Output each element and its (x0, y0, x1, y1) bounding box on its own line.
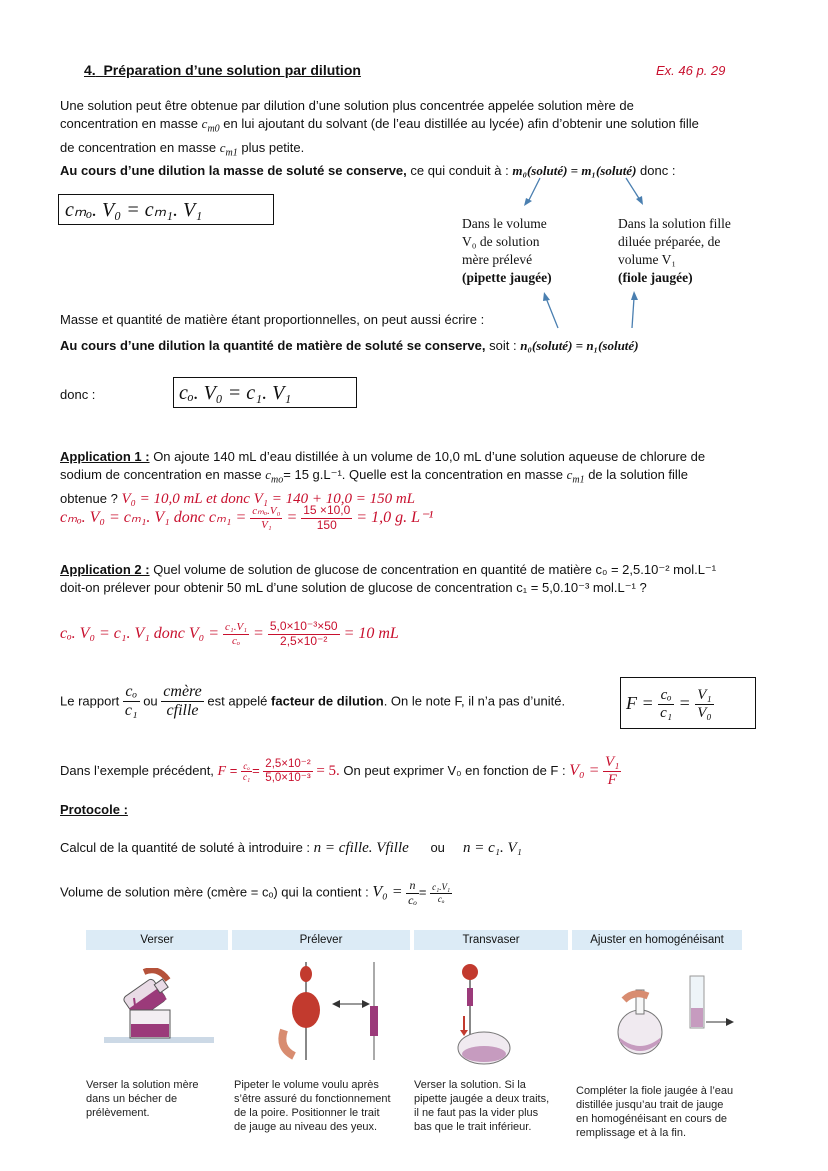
box-f2-num: V₁ (695, 687, 713, 705)
app1-result: = 1,0 g. L⁻¹ (356, 508, 434, 526)
calc-ou: ou (430, 840, 445, 855)
annot-right-l2: diluée préparée, de (618, 234, 721, 249)
box-F: F (626, 693, 637, 713)
ratio-le-rapport: Le rapport (60, 693, 120, 709)
section-number: 4. (84, 62, 96, 78)
example-v0-eq: V₀ = (569, 762, 600, 780)
example-v0-num: V₁ (603, 754, 621, 772)
ratio-f1-num: cₒ (125, 683, 138, 700)
app1-eq-left: cₘₒ. V₀ = cₘ₁. V₁ donc cₘ₁ = (60, 508, 247, 526)
vol-eq: V₀ = (372, 883, 403, 901)
step-4-caption-l2: distillée jusqu’au trait de jauge (576, 1099, 724, 1111)
exercise-ref: Ex. 46 p. 29 (656, 63, 726, 78)
ratio-line (60, 683, 565, 721)
cm0-c: c (201, 116, 208, 131)
intro-line2 (60, 115, 770, 139)
cm0-sub: m0 (207, 123, 220, 135)
annot-left-l1: Dans le volume (462, 216, 547, 231)
app1-frac2-num: 15 ×10,0 (303, 503, 351, 517)
app1-frac2 (301, 504, 352, 533)
example-text2: On peut exprimer V₀ en fonction de F : (343, 763, 566, 779)
app2-frac1 (223, 621, 249, 647)
intro-line4-rest: ce qui conduit à : (410, 163, 509, 179)
cm1-c: c (219, 139, 226, 155)
ratio-f2-num: cmère (163, 683, 202, 700)
example-v0-frac (603, 754, 621, 790)
annot-right-l1: Dans la solution fille (618, 216, 731, 231)
step-2-caption-l2: s’être assuré du fonctionnement (234, 1093, 391, 1105)
step-3-caption-l2: pipette jaugée a deux traits, (414, 1093, 550, 1105)
annot-left-l2: V₀ de solution (462, 234, 540, 249)
application-2 (60, 561, 775, 597)
intro-line2a: concentration en masse (60, 116, 199, 131)
annot-left-l3: mère prélevé (462, 252, 533, 267)
step-3-caption-l3: il ne faut pas la vider plus (414, 1107, 539, 1119)
box-f2-den: V₀ (697, 705, 712, 722)
vol-f1-num: n (406, 879, 419, 894)
ratio-ou: ou (143, 693, 158, 709)
proportional-rest: soit : (489, 338, 517, 353)
step-4-caption-l1: Compléter la fiole jaugée à l’eau (576, 1085, 734, 1097)
intro-line4-end: donc : (640, 163, 676, 179)
box-f1-num: cₒ (658, 687, 674, 705)
app1-l2c: de la solution fille (588, 467, 688, 482)
example-f1-den: c₁ (242, 772, 251, 783)
app1-l2b: = 15 g.L⁻¹. Quelle est la concentration en masse (283, 467, 563, 482)
calc-text: Calcul de la quantité de soluté à introduire : (60, 840, 311, 855)
app2-l1: Quel volume de solution de glucose de concentration en quantité de matière c₀ = 2,5.10⁻² mol.L⁻¹ (153, 562, 717, 577)
section-title (84, 62, 361, 78)
mol-formula-box: cₒ. V₀ = c₁. V₁ (173, 377, 357, 408)
app1-volumes: V₀ = 10,0 mL et donc V₁ = 140 + 10,0 = 150 mL (121, 490, 416, 507)
step-2-title: Prélever (232, 930, 410, 950)
calc-eq1: n = cfille. Vfille (313, 840, 409, 856)
step-1-caption-l3: prélèvement. (86, 1107, 150, 1119)
app1-frac2-den: 150 (316, 517, 337, 532)
box-f1-den: c₁ (660, 705, 673, 722)
example-f2-num: 2,5×10⁻² (263, 758, 312, 772)
step-4-caption-l4: remplissage et à la fin. (576, 1127, 687, 1139)
step-4-caption (576, 1084, 742, 1140)
app1-l1: On ajoute 140 mL d’eau distillée à un volume de 10,0 mL d’une solution aqueuse de chlorure de (153, 449, 706, 464)
intro-paragraph (60, 97, 770, 180)
arrows-up-icon (530, 288, 650, 333)
ratio-text-b: . On le note F, il n’a pas d’unité. (383, 693, 566, 709)
annot-right-l4: (fiole jaugée) (618, 270, 693, 285)
app2-label: Application 2 : (60, 562, 150, 577)
intro-line1: Une solution peut être obtenue par dilution d’une solution plus concentrée appelée solution mère de (60, 98, 634, 113)
app1-label: Application 1 : (60, 449, 150, 464)
app2-eq-left: cₒ. V₀ = c₁. V₁ donc V₀ = (60, 624, 220, 642)
arrows-down-icon (500, 172, 660, 212)
step-4-title: Ajuster en homogénéisant (572, 930, 742, 950)
vol-frac1 (406, 879, 419, 908)
homogenize-flask-icon (594, 960, 744, 1068)
example-eq5: = 5. (316, 763, 340, 780)
vol-f2-num: c₁.V₁ (432, 882, 451, 893)
step-2-caption (234, 1078, 412, 1134)
box-frac1 (658, 687, 674, 723)
annotation-right (618, 215, 731, 287)
proportional-bold: Au cours d’une dilution la quantité de matière de soluté se conserve, (60, 338, 486, 353)
step-1-caption-l1: Verser la solution mère (86, 1079, 199, 1091)
app2-frac2-den: 2,5×10⁻² (280, 633, 328, 648)
app2-equation: cₒ. V₀ = c₁. V₁ donc V₀ = $\frac{\text{c₁.V₁}}{\text{cₒ}}$ = $\frac{\text{5,0×10⁻³×50}}{\text{2,5×10⁻²}}$ = 10 mL (60, 619, 399, 648)
app2-l2: doit-on prélever pour obtenir 50 mL d’une solution de glucose de concentration c₁ = 5,0.10⁻³ mol.L⁻¹ ? (60, 580, 647, 595)
ratio-f1-den: c₁ (124, 702, 138, 720)
app1-line2: sodium de concentration en masse $c_{mo}= 15$ g.L⁻¹. Quelle est la concentration en masse $c_{m1}$ de la solution fille (60, 467, 688, 486)
mol-conservation-equation: n₀(soluté) = n₁(soluté) (520, 338, 639, 353)
protocole-label: Protocole : (60, 802, 128, 817)
example-f2-den: 5,0×10⁻³ (265, 772, 311, 785)
ratio-frac2 (161, 683, 204, 721)
example-line: Dans l’exemple précédent, F = $\frac{\text{cₒ}}{\text{c₁}}$ = $\frac{\text{2,5×10⁻²}}{\text{5,0×10⁻³}}$ = 5. On peut exprimer V₀ en fonction de F : V₀ = $\frac{\text{V₁}}{F}$ (60, 754, 620, 789)
annot-left-l4: (pipette jaugée) (462, 270, 552, 285)
app2-frac2-num: 5,0×10⁻³×50 (269, 619, 338, 633)
step-3-caption-l1: Verser la solution. Si la (414, 1079, 526, 1091)
example-F: F (217, 764, 227, 780)
ratio-f2-den: cfille (161, 701, 204, 720)
vol-text: Volume de solution mère (cmère = cₒ) qui la contient : (60, 884, 369, 900)
step-1-caption (86, 1078, 228, 1120)
cm1-sub: m1 (225, 147, 238, 159)
step-2-caption-l1: Pipeter le volume voulu après (234, 1079, 379, 1091)
step-1-title: Verser (86, 930, 228, 950)
protocole-volume: Volume de solution mère (cmère = cₒ) qui la contient : V₀ = $\frac{n}{\text{cₒ}}$ = $\frac{\text{c₁.V₁}}{\text{cₒ}}$ (60, 878, 451, 907)
app1-frac1 (250, 505, 282, 531)
protocol-steps (84, 930, 742, 1148)
app1-frac1-num: cₘₒ.V₀ (252, 505, 281, 518)
calc-eq2: n = c₁. V₁ (462, 840, 522, 856)
application-1 (60, 448, 770, 508)
annot-right-l3: volume V₁ (618, 252, 677, 267)
step-4-caption-l3: en homogénéisant en cours de (576, 1113, 728, 1125)
transfer-flask-icon (434, 960, 554, 1068)
app2-frac1-den: cₒ (232, 634, 241, 647)
dilution-factor-box: F = $\frac{\text{cₒ}}{\text{c₁}}$ = $\frac{\text{V₁}}{\text{V₀}}$ (620, 677, 756, 729)
mass-formula-box: cₘₒ. V₀ = cₘ₁. V₁ (58, 194, 274, 225)
cm0-symbol (201, 116, 220, 135)
vol-f1-den: cₒ (408, 892, 417, 907)
example-frac2 (263, 758, 312, 785)
intro-line3b: plus petite. (241, 139, 305, 155)
vol-f2-den: cₒ (437, 893, 445, 904)
mass-conservation-equation: m₀(soluté) = m₁(soluté) (512, 163, 637, 179)
example-frac1 (241, 761, 252, 783)
app2-line1 (60, 561, 775, 579)
app2-result: = 10 mL (343, 624, 399, 642)
app1-frac1-den: V₁ (261, 518, 272, 531)
protocole-calc (60, 839, 522, 857)
intro-line3 (60, 139, 770, 163)
pipette-bulb-icon (244, 960, 404, 1068)
section-title-text: Préparation d’une solution par dilution (103, 62, 361, 78)
app2-frac1-num: c₁.V₁ (225, 621, 248, 634)
app1-l2a: sodium de concentration en masse (60, 467, 262, 482)
app2-frac2 (268, 620, 340, 649)
app1-l3a: obtenue ? (60, 490, 118, 506)
step-3-title: Transvaser (414, 930, 568, 950)
annotation-left (462, 215, 552, 287)
intro-line4-bold: Au cours d’une dilution la masse de soluté se conserve, (60, 163, 407, 179)
ratio-text-a: est appelé (207, 693, 268, 709)
app1-line1 (60, 448, 770, 466)
intro-line3a: de concentration en masse (60, 139, 217, 155)
cm1-symbol (219, 139, 238, 159)
intro-line2b: en lui ajoutant du solvant (de l’eau distillée au lycée) afin d’obtenir une solution fille (223, 116, 699, 131)
step-3-caption (414, 1078, 572, 1134)
proportional-text: Masse et quantité de matière étant proportionnelles, on peut aussi écrire : (60, 312, 485, 327)
ratio-text-bold: facteur de dilution (271, 693, 384, 709)
intro-line4 (60, 162, 770, 180)
proportional-line (60, 337, 639, 355)
step-2-caption-l3: de la poire. Positionner le trait (234, 1107, 380, 1119)
step-3-caption-l4: bas que le trait inférieur. (414, 1121, 532, 1133)
vol-frac2 (430, 882, 452, 904)
example-v0-den: F (607, 772, 617, 789)
ratio-frac1 (123, 683, 140, 721)
example-text: Dans l’exemple précédent, (60, 763, 214, 779)
box-frac2 (695, 687, 713, 723)
pour-beaker-icon (104, 968, 224, 1068)
app1-equation: cₘₒ. V₀ = cₘ₁. V₁ donc cₘ₁ = $\frac{\text{cₘₒ.V₀}}{\text{V₁}}$ = $\frac{15 \times 10,0}{150}$ = 1,0 g. L⁻¹ (60, 503, 434, 532)
example-f1-num: cₒ (241, 761, 252, 772)
step-1-caption-l2: dans un bécher de (86, 1093, 178, 1105)
step-2-caption-l4: de jauge au niveau des yeux. (234, 1121, 378, 1133)
donc-label: donc : (60, 387, 96, 402)
